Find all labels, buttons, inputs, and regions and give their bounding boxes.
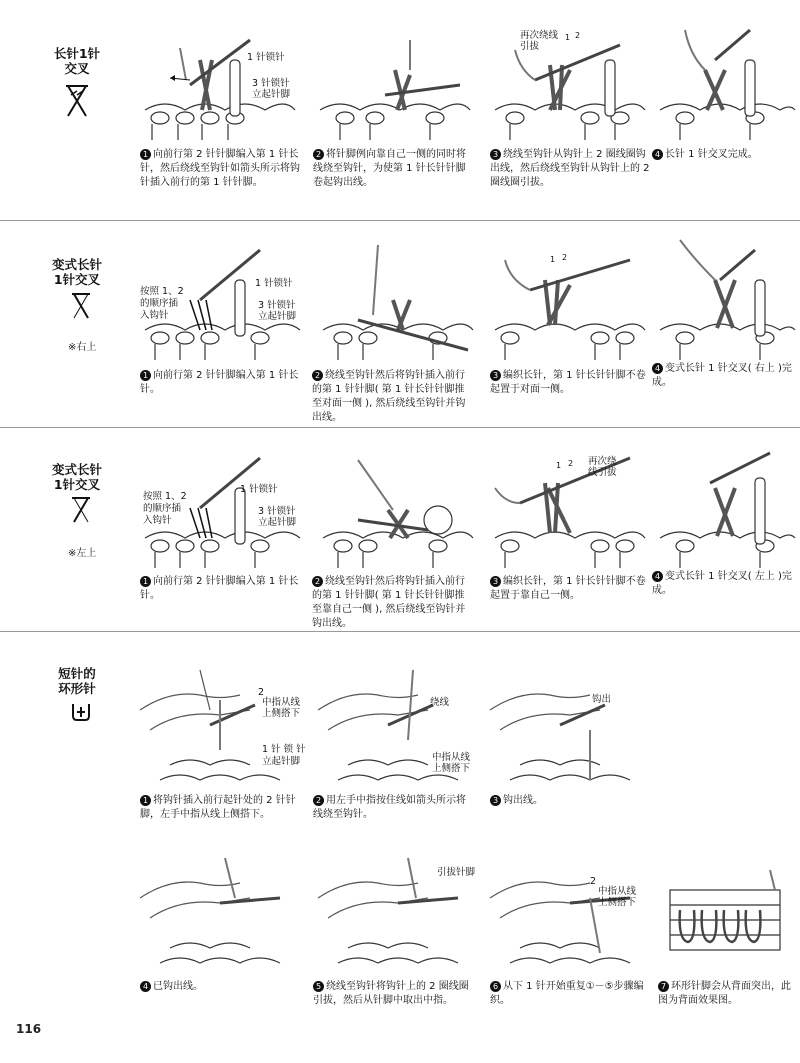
step-caption: 1 向前行第 2 针针脚编入第 1 针长针，然后绕线至钩针如箭头所示将钩针插入前行的第 1 针针脚。 [140,149,300,188]
label: 立起针脚 [258,311,297,322]
step-caption: 7 环形针脚会从背面突出，此图为背面效果图。 [658,981,791,1006]
label: 上侧搭下 [432,763,471,774]
section-divider [0,220,800,221]
illustration-s4-step1 [140,670,300,790]
step-caption: 1 向前行第 2 针针脚编入第 1 针长针。 [140,576,299,601]
illustration-s1-step2 [315,40,475,140]
label: 引拔针脚 [437,867,476,878]
label: 钩出 [592,694,612,705]
illustration-s2-step4 [655,240,800,360]
cross-stitch-symbol-icon [62,84,92,118]
step-caption: 2 绕线至钩针然后将钩针插入前行的第 1 针针脚( 第 1 针长针针脚推至靠自己一侧 ), 然后绕线至钩针并钩出线。 [312,576,466,629]
step-caption: 4 已钩出线。 [140,980,300,994]
label: 1 [556,461,562,470]
cross-left-symbol-icon [70,496,92,524]
illustration-s3-step4 [655,448,800,568]
label: 线引拔 [588,467,617,478]
label: 的顺序插 [143,503,182,514]
label: 1 针锁针 [240,484,278,495]
label: 1 [565,33,571,42]
step-caption: 3 绕线至钩针从钩针上 2 圈线圈钩出线，然后绕线至钩针从钩针上的 2 圈线圈引拔。 [490,149,650,188]
label: 2 [562,253,568,262]
illustration-s5-step7 [660,870,795,965]
page-number: 116 [16,1022,42,1036]
section-divider [0,631,800,632]
label: 引拔 [520,41,540,52]
label: 上侧搭下 [598,897,637,908]
step-caption: 1 向前行第 2 针针脚编入第 1 针长针。 [140,370,299,395]
label: 再次绕 [588,456,617,467]
label: 立起针脚 [262,756,301,767]
label: 1 针 锁 针 [262,744,306,755]
step-caption: 3 编织长针，第 1 针长针针脚不卷起置于靠自己一侧。 [490,576,646,601]
illustration-s4-step3 [490,670,650,790]
illustration-s2-step2 [318,245,478,360]
cross-right-symbol-icon [70,292,92,320]
illustration-s3-step2 [318,460,478,568]
label: 3 针锁针 [258,300,296,311]
label: 2 [258,687,265,698]
step-caption: 2 将针脚例向靠自己一侧的同时将线绕至钩针，为使第 1 针长针针脚卷起钩出线。 [313,149,466,188]
step-caption: 2 绕线至钩针然后将钩针插入前行的第 1 针针脚( 第 1 针长针针脚推至对面一侧 ), 然后绕线至钩针并钩出线。 [312,370,466,423]
section-title: 变式长针 1针交叉 [51,257,102,287]
label: 2 [575,31,581,40]
label: 立起针脚 [258,517,297,528]
label: 绕线 [430,697,450,708]
label: 按照 1、2 [140,286,184,297]
step-caption: 4 变式长针 1 针交叉( 右上 )完成。 [652,363,792,388]
illustration-s2-step3 [490,250,650,360]
label: 再次绕线 [520,30,559,41]
label: 按照 1、2 [143,491,187,502]
step-caption: 1 将钩针插入前行起针处的 2 针针脚，左手中指从线上侧搭下。 [140,795,296,820]
label: 中指从线 [432,752,471,763]
step-caption: 4 变式长针 1 针交叉( 左上 )完成。 [652,571,792,596]
illustration-s3-step3 [490,458,650,568]
illustration-s5-step6 [490,858,650,973]
section-divider [0,427,800,428]
loop-stitch-symbol-icon [70,702,92,722]
label: 1 [550,255,556,264]
step-caption: 4 长针 1 针交叉完成。 [652,148,800,162]
section-title: 短针的 环形针 [58,666,96,696]
section-title: 长针1针 交叉 [53,46,101,76]
step-caption: 6 从下 1 针开始重复①－⑤步骤编织。 [490,981,644,1006]
label: 入钩针 [140,310,169,321]
step-caption: 5 绕线至钩针将钩针上的 2 圈线圈引拔，然后从针脚中取出中指。 [313,981,469,1006]
label: 中指从线 [598,886,637,897]
label: 1 针锁针 [255,278,293,289]
label: 中指从线 [262,697,301,708]
label: 2 [568,459,574,468]
label: 3 针锁针 [258,506,296,517]
label: 2 [590,876,597,887]
label: 上侧搭下 [262,708,301,719]
section-note: ※右上 [68,342,97,353]
label: 入钩针 [143,515,172,526]
label: 立起针脚 [252,89,291,100]
section-title: 变式长针 1针交叉 [51,462,102,492]
label: 1 针锁针 [247,52,285,63]
step-caption: 3 编织长针，第 1 针长针针脚不卷起置于对面一侧。 [490,370,646,395]
illustration-s1-step4 [655,30,800,140]
label: 的顺序插 [140,298,179,309]
illustration-s5-step4 [140,858,300,973]
section-note: ※左上 [68,548,97,559]
label: 3 针锁针 [252,78,290,89]
illustration-s1-step3 [490,40,650,140]
step-caption: 3 钩出线。 [490,794,650,808]
step-caption: 2 用左手中指按住线如箭头所示将线绕至钩针。 [313,795,466,820]
